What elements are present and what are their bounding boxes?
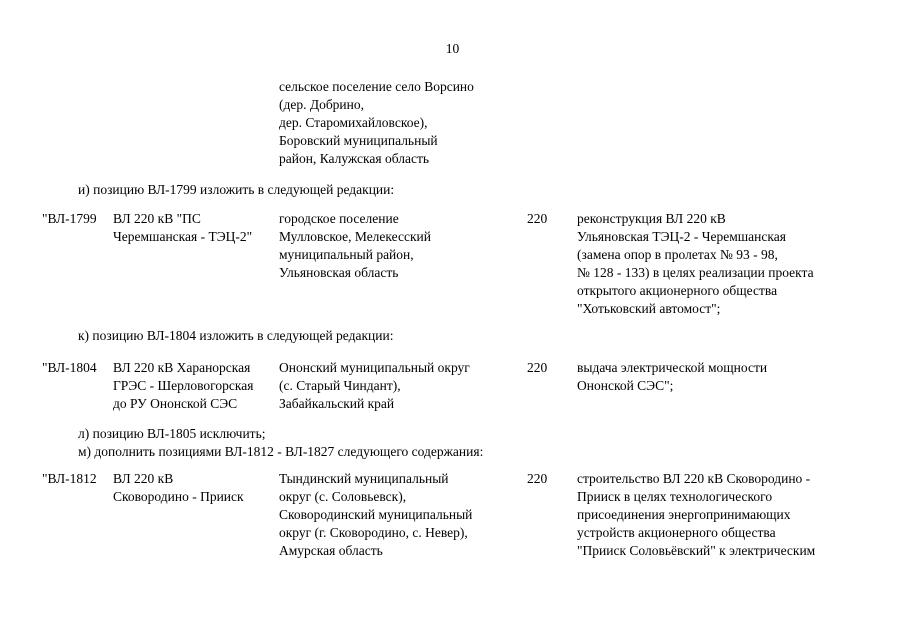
instruction-k: к) позицию ВЛ-1804 изложить в следующей редакции: — [78, 328, 394, 343]
location-line: Тындинский муниципальный — [279, 471, 449, 486]
row-code: "ВЛ-1812 — [42, 471, 97, 486]
description-line: "Прииск Соловьёвский" к электрическим — [577, 543, 816, 558]
description-line: "Хотьковский автомост"; — [577, 301, 721, 316]
location-line: округ (г. Сковородино, с. Невер), — [279, 525, 468, 540]
location-line: (с. Старый Чиндант), — [279, 378, 401, 393]
description-line: строительство ВЛ 220 кВ Сковородино - — [577, 471, 811, 486]
description-line: (замена опор в пролетах № 93 - 98, — [577, 247, 778, 262]
description-line: Ононской СЭС"; — [577, 378, 674, 393]
location-line: Забайкальский край — [279, 396, 395, 411]
name-line: ВЛ 220 кВ Харанорская — [113, 360, 251, 375]
continuation-location — [279, 78, 474, 168]
row-name — [113, 210, 252, 246]
name-line: Черемшанская - ТЭЦ-2" — [113, 229, 253, 244]
name-line: ГРЭС - Шерловогорская — [113, 378, 254, 393]
description-line: выдача электрической мощности — [577, 360, 768, 375]
description-line: Прииск в целях технологического — [577, 489, 773, 504]
page-number: 10 — [445, 41, 460, 56]
location-line: (дер. Добрино, — [279, 97, 365, 112]
name-line: до РУ Ононской СЭС — [113, 396, 238, 411]
location-line: Амурская область — [279, 543, 383, 558]
row-name — [113, 359, 253, 413]
name-line: ВЛ 220 кВ — [113, 471, 174, 486]
description-line: реконструкция ВЛ 220 кВ — [577, 211, 726, 226]
description-line: № 128 - 133) в целях реализации проекта — [577, 265, 814, 280]
row-location — [279, 470, 472, 560]
name-line: ВЛ 220 кВ "ПС — [113, 211, 201, 226]
row-description — [577, 470, 815, 560]
location-line: Боровский муниципальный — [279, 133, 438, 148]
description-line: открытого акционерного общества — [577, 283, 778, 298]
row-voltage: 220 — [527, 471, 548, 486]
row-location — [279, 210, 431, 282]
row-code: "ВЛ-1804 — [42, 360, 97, 375]
row-code: "ВЛ-1799 — [42, 211, 97, 226]
location-line: сельское поселение село Ворсино — [279, 79, 474, 94]
row-description — [577, 210, 814, 318]
location-line: Ульяновская область — [279, 265, 399, 280]
location-line: дер. Старомихайловское), — [279, 115, 428, 130]
instruction-m: м) дополнить позициями ВЛ-1812 - ВЛ-1827 следующего содержания: — [78, 444, 484, 459]
name-line: Сковородино - Прииск — [113, 489, 244, 504]
location-line: городское поселение — [279, 211, 399, 226]
row-description — [577, 359, 767, 395]
instruction-l: л) позицию ВЛ-1805 исключить; — [78, 426, 266, 441]
row-voltage: 220 — [527, 360, 548, 375]
location-line: муниципальный район, — [279, 247, 414, 262]
description-line: присоединения энергопринимающих — [577, 507, 791, 522]
location-line: округ (с. Соловьевск), — [279, 489, 407, 504]
description-line: Ульяновская ТЭЦ-2 - Черемшанская — [577, 229, 786, 244]
row-location — [279, 359, 470, 413]
row-voltage: 220 — [527, 211, 548, 226]
location-line: район, Калужская область — [279, 151, 430, 166]
location-line: Сковородинский муниципальный — [279, 507, 473, 522]
instruction-i: и) позицию ВЛ-1799 изложить в следующей редакции: — [78, 182, 395, 197]
description-line: устройств акционерного общества — [577, 525, 776, 540]
location-line: Мулловское, Мелекесский — [279, 229, 431, 244]
location-line: Ононский муниципальный округ — [279, 360, 470, 375]
row-name — [113, 470, 244, 506]
